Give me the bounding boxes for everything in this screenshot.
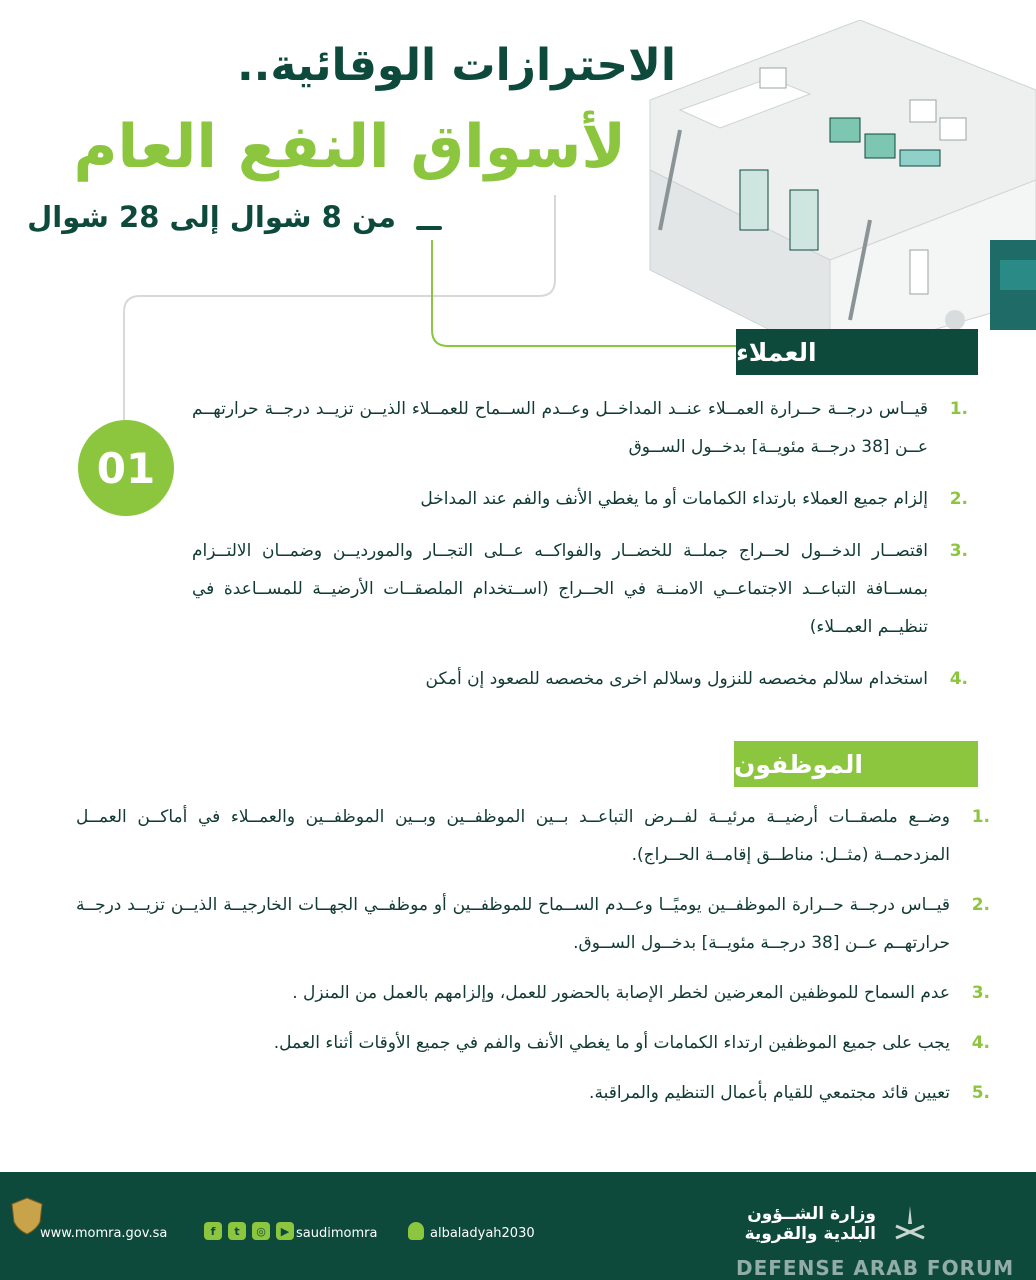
- item-text: اقتصــار الدخــول لحــراج جملــة للخضــار والفواكــه عــلى التجــار والمورديــن وضمــان الالتــزام بمســافة التباعــد الاجتماعــي الامنــة في الحــراج (اســتخدام الملصقــات الأرضيــة للمســاعدة في تنظيــم العمــلاء): [192, 541, 928, 637]
- item-number: .4: [949, 669, 968, 689]
- staff-heading: الموظفون: [734, 741, 978, 787]
- list-item: [192, 390, 968, 466]
- item-number: .2: [971, 895, 990, 915]
- clients-heading: العملاء: [736, 329, 978, 375]
- item-number: .4: [971, 1033, 990, 1053]
- snapchat-handle[interactable]: albaladyah2030: [430, 1226, 535, 1241]
- list-item: [76, 798, 990, 874]
- saudi-emblem-icon: [890, 1202, 930, 1246]
- social-handle[interactable]: saudimomra: [296, 1226, 378, 1241]
- staff-list: [76, 798, 990, 1124]
- item-text: قيــاس درجــة حــرارة الموظفــين يوميًــا وعــدم الســماح للموظفــين أو موظفــي الجهــات الخارجيــة الذيــن تزيــد درجــة حرارتهــم عــن [38 درجــة مئويــة] بدخــول الســوق.: [76, 895, 950, 953]
- ministry-line-2: البلدية والقروية: [744, 1224, 876, 1244]
- list-item: [192, 532, 968, 646]
- title-line-1: الاحترازات الوقائية..: [236, 40, 676, 91]
- item-number: .2: [949, 489, 968, 509]
- forum-shield-logo: [10, 1196, 44, 1236]
- item-text: إلزام جميع العملاء بارتداء الكمامات أو ما يغطي الأنف والفم عند المداخل: [420, 489, 928, 509]
- clients-list: [192, 390, 968, 712]
- website-link[interactable]: www.momra.gov.sa: [40, 1226, 168, 1241]
- snapchat-icon[interactable]: [408, 1222, 424, 1240]
- title-line-2: لأسواق النفع العام: [73, 112, 626, 182]
- item-number: .1: [971, 807, 990, 827]
- list-item: [76, 1024, 990, 1062]
- ministry-line-1: وزارة الشــؤون: [747, 1204, 876, 1224]
- item-number: .3: [971, 983, 990, 1003]
- date-range: من 8 شوال إلى 28 شوال: [27, 200, 396, 234]
- item-text: عدم السماح للموظفين المعرضين لخطر الإصابة بالحضور للعمل، وإلزامهم بالعمل من المنزل .: [292, 983, 950, 1003]
- footer-bar: [0, 1172, 1036, 1280]
- ministry-name: [724, 1204, 876, 1244]
- twitter-icon[interactable]: t: [228, 1222, 246, 1240]
- item-number: .5: [971, 1083, 990, 1103]
- item-text: قيــاس درجــة حــرارة العمــلاء عنــد المداخــل وعــدم الســماح للعمــلاء الذيــن تزيــد درجــة حرارتهــم عــن [38 درجــة مئويــة] بدخــول الســوق: [192, 399, 928, 457]
- item-text: تعيين قائد مجتمعي للقيام بأعمال التنظيم والمراقبة.: [589, 1083, 950, 1103]
- forum-watermark: DEFENSE ARAB FORUM: [736, 1256, 1015, 1280]
- list-item: [192, 480, 968, 518]
- list-item: [192, 660, 968, 698]
- section-number-badge: 01: [78, 420, 174, 516]
- list-item: [76, 886, 990, 962]
- item-number: .3: [949, 541, 968, 561]
- youtube-icon[interactable]: ▶: [276, 1222, 294, 1240]
- instagram-icon[interactable]: ◎: [252, 1222, 270, 1240]
- item-text: يجب على جميع الموظفين ارتداء الكمامات أو ما يغطي الأنف والفم في جميع الأوقات أثناء العمل.: [273, 1033, 950, 1053]
- item-text: استخدام سلالم مخصصه للنزول وسلالم اخرى مخصصه للصعود إن أمكن: [425, 669, 928, 689]
- item-number: .1: [949, 399, 968, 419]
- list-item: [76, 1074, 990, 1112]
- facebook-icon[interactable]: f: [204, 1222, 222, 1240]
- list-item: [76, 974, 990, 1012]
- item-text: وضــع ملصقــات أرضيــة مرئيــة لفــرض التباعــد بــين الموظفــين وبــين الموظفــين والعمــلاء في أماكــن العمــل المزدحمــة (مثــل: مناطــق إقامــة الحــراج).: [76, 807, 950, 865]
- title-dash: [416, 226, 442, 230]
- social-icons: [204, 1222, 294, 1240]
